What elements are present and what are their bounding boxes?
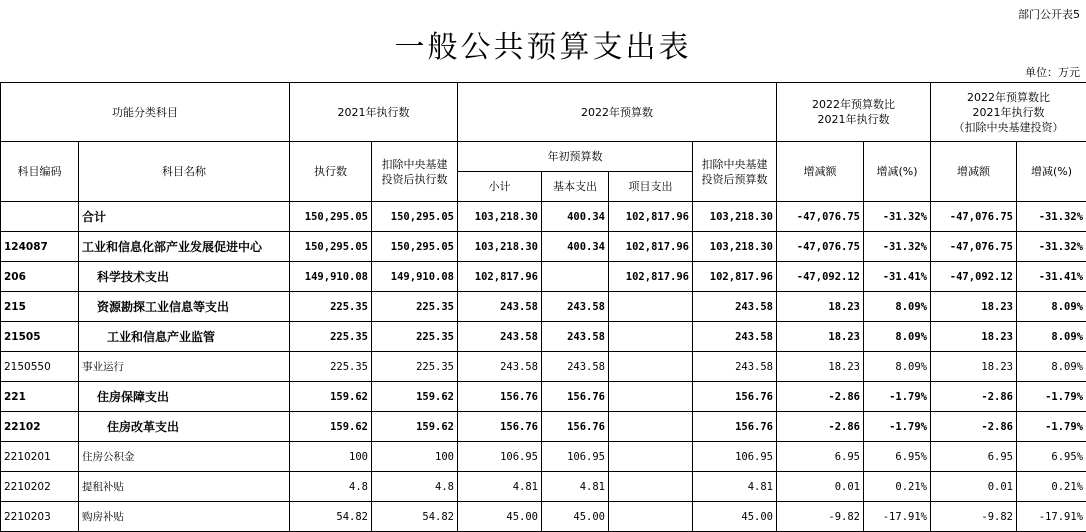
value-cell: 159.62 — [290, 412, 372, 442]
value-cell: 102,817.96 — [609, 202, 693, 232]
subject-name: 工业和信息化部产业发展促进中心 — [79, 232, 290, 262]
value-cell: -31.32% — [864, 232, 931, 262]
table-number-note: 部门公开表5 — [1018, 8, 1080, 21]
value-cell: 150,295.05 — [372, 232, 458, 262]
value-cell: 243.58 — [458, 352, 542, 382]
value-cell: 102,817.96 — [693, 262, 777, 292]
subject-code: 206 — [1, 262, 79, 292]
value-cell: -47,076.75 — [777, 232, 864, 262]
value-cell: 6.95% — [1017, 442, 1086, 472]
subject-code: 221 — [1, 382, 79, 412]
value-cell: 156.76 — [693, 382, 777, 412]
subject-name: 购房补贴 — [79, 502, 290, 532]
table-row — [1, 232, 1086, 262]
value-cell: 106.95 — [542, 442, 609, 472]
value-cell: 150,295.05 — [290, 202, 372, 232]
header-ratio-b: 2022年预算数比 2021年执行数 （扣除中央基建投资） — [931, 83, 1086, 142]
value-cell: -47,092.12 — [931, 262, 1017, 292]
value-cell: -31.41% — [864, 262, 931, 292]
value-cell: 0.01 — [777, 472, 864, 502]
value-cell: 243.58 — [542, 352, 609, 382]
value-cell: 225.35 — [290, 292, 372, 322]
value-cell: 243.58 — [542, 292, 609, 322]
value-cell: 225.35 — [290, 322, 372, 352]
table-row — [1, 262, 1086, 292]
header-inc-amt-a: 增减额 — [777, 142, 864, 202]
value-cell: 243.58 — [693, 322, 777, 352]
value-cell: 18.23 — [931, 292, 1017, 322]
value-cell: -31.32% — [1017, 202, 1086, 232]
table-row — [1, 352, 1086, 382]
subject-code: 124087 — [1, 232, 79, 262]
value-cell: 18.23 — [931, 352, 1017, 382]
value-cell: -9.82 — [777, 502, 864, 532]
header-subtotal: 小计 — [458, 172, 542, 202]
value-cell: -47,076.75 — [777, 202, 864, 232]
value-cell: 103,218.30 — [458, 232, 542, 262]
subject-code: 21505 — [1, 322, 79, 352]
table-row — [1, 292, 1086, 322]
subject-name: 工业和信息产业监管 — [79, 322, 290, 352]
value-cell: 102,817.96 — [609, 262, 693, 292]
value-cell — [609, 292, 693, 322]
value-cell: 45.00 — [542, 502, 609, 532]
value-cell: 103,218.30 — [693, 232, 777, 262]
header-project: 项目支出 — [609, 172, 693, 202]
value-cell — [542, 262, 609, 292]
table-row — [1, 322, 1086, 352]
value-cell: 18.23 — [777, 322, 864, 352]
value-cell: 243.58 — [458, 292, 542, 322]
value-cell: -31.32% — [864, 202, 931, 232]
value-cell: 4.8 — [372, 472, 458, 502]
value-cell: 103,218.30 — [458, 202, 542, 232]
subject-code: 2210201 — [1, 442, 79, 472]
subject-name: 资源勘探工业信息等支出 — [79, 292, 290, 322]
value-cell: 225.35 — [372, 322, 458, 352]
value-cell: 156.76 — [542, 382, 609, 412]
value-cell: 225.35 — [372, 292, 458, 322]
header-inc-pct-a: 增减(%) — [864, 142, 931, 202]
value-cell: 156.76 — [458, 412, 542, 442]
value-cell: 6.95% — [864, 442, 931, 472]
subject-name: 提租补贴 — [79, 472, 290, 502]
value-cell: -2.86 — [777, 382, 864, 412]
budget-expenditure-table — [0, 82, 1086, 532]
value-cell — [609, 472, 693, 502]
subject-code: 2210202 — [1, 472, 79, 502]
subject-name: 住房改革支出 — [79, 412, 290, 442]
value-cell: -47,076.75 — [931, 202, 1017, 232]
header-exec-ex: 扣除中央基建 投资后执行数 — [372, 142, 458, 202]
value-cell — [609, 442, 693, 472]
value-cell: 159.62 — [372, 382, 458, 412]
table-row — [1, 472, 1086, 502]
value-cell: 4.81 — [458, 472, 542, 502]
value-cell: -31.32% — [1017, 232, 1086, 262]
value-cell: 106.95 — [458, 442, 542, 472]
unit-label: 单位：万元 — [1025, 66, 1080, 79]
value-cell: 156.76 — [693, 412, 777, 442]
subject-name: 住房保障支出 — [79, 382, 290, 412]
value-cell: 8.09% — [1017, 352, 1086, 382]
header-exec-2021: 2021年执行数 — [290, 83, 458, 142]
value-cell: -31.41% — [1017, 262, 1086, 292]
value-cell: 100 — [372, 442, 458, 472]
subject-code: 2150550 — [1, 352, 79, 382]
subject-name: 合计 — [79, 202, 290, 232]
value-cell: -1.79% — [1017, 412, 1086, 442]
value-cell: 400.34 — [542, 202, 609, 232]
value-cell: -47,076.75 — [931, 232, 1017, 262]
value-cell: 103,218.30 — [693, 202, 777, 232]
header-code: 科目编码 — [1, 142, 79, 202]
value-cell: -2.86 — [777, 412, 864, 442]
subject-code: 22102 — [1, 412, 79, 442]
subject-code: 2210203 — [1, 502, 79, 532]
value-cell: 149,910.08 — [372, 262, 458, 292]
value-cell: 18.23 — [777, 352, 864, 382]
value-cell: 156.76 — [542, 412, 609, 442]
value-cell: -1.79% — [864, 382, 931, 412]
value-cell: 4.8 — [290, 472, 372, 502]
header-functional-subject: 功能分类科目 — [1, 83, 290, 142]
value-cell: 0.21% — [1017, 472, 1086, 502]
value-cell: 4.81 — [693, 472, 777, 502]
value-cell: 18.23 — [777, 292, 864, 322]
value-cell: 6.95 — [777, 442, 864, 472]
value-cell: 102,817.96 — [458, 262, 542, 292]
table-row — [1, 382, 1086, 412]
header-exec: 执行数 — [290, 142, 372, 202]
header-ratio-a: 2022年预算数比 2021年执行数 — [777, 83, 931, 142]
value-cell: 159.62 — [290, 382, 372, 412]
value-cell: 8.09% — [864, 292, 931, 322]
subject-code — [1, 202, 79, 232]
value-cell: 243.58 — [693, 352, 777, 382]
value-cell: 4.81 — [542, 472, 609, 502]
value-cell: 0.21% — [864, 472, 931, 502]
table-row — [1, 202, 1086, 232]
value-cell — [609, 352, 693, 382]
value-cell: 243.58 — [542, 322, 609, 352]
value-cell: -2.86 — [931, 382, 1017, 412]
value-cell: 45.00 — [693, 502, 777, 532]
value-cell — [609, 502, 693, 532]
header-inc-pct-b: 增减(%) — [1017, 142, 1086, 202]
value-cell: 150,295.05 — [290, 232, 372, 262]
value-cell: -17.91% — [864, 502, 931, 532]
value-cell: 149,910.08 — [290, 262, 372, 292]
header-name: 科目名称 — [79, 142, 290, 202]
subject-name: 住房公积金 — [79, 442, 290, 472]
value-cell: 102,817.96 — [609, 232, 693, 262]
value-cell: 156.76 — [458, 382, 542, 412]
table-row — [1, 442, 1086, 472]
value-cell: -1.79% — [864, 412, 931, 442]
value-cell: -17.91% — [1017, 502, 1086, 532]
value-cell: 243.58 — [458, 322, 542, 352]
value-cell: 243.58 — [693, 292, 777, 322]
value-cell: 8.09% — [864, 352, 931, 382]
header-budget-ex: 扣除中央基建 投资后预算数 — [693, 142, 777, 202]
value-cell: 54.82 — [372, 502, 458, 532]
value-cell: 150,295.05 — [372, 202, 458, 232]
value-cell — [609, 412, 693, 442]
header-budget-2022: 2022年预算数 — [458, 83, 777, 142]
value-cell: 8.09% — [1017, 322, 1086, 352]
page-title: 一般公共预算支出表 — [394, 30, 692, 65]
value-cell: 18.23 — [931, 322, 1017, 352]
value-cell: 8.09% — [864, 322, 931, 352]
value-cell: 0.01 — [931, 472, 1017, 502]
value-cell: -1.79% — [1017, 382, 1086, 412]
value-cell: 225.35 — [290, 352, 372, 382]
value-cell: 106.95 — [693, 442, 777, 472]
value-cell: -2.86 — [931, 412, 1017, 442]
value-cell: 400.34 — [542, 232, 609, 262]
table-row — [1, 412, 1086, 442]
subject-name: 科学技术支出 — [79, 262, 290, 292]
value-cell — [609, 322, 693, 352]
value-cell: 100 — [290, 442, 372, 472]
subject-name: 事业运行 — [79, 352, 290, 382]
header-inc-amt-b: 增减额 — [931, 142, 1017, 202]
header-initial-budget: 年初预算数 — [458, 142, 693, 172]
value-cell: 45.00 — [458, 502, 542, 532]
table-row — [1, 502, 1086, 532]
value-cell: 159.62 — [372, 412, 458, 442]
subject-code: 215 — [1, 292, 79, 322]
value-cell — [609, 382, 693, 412]
header-basic: 基本支出 — [542, 172, 609, 202]
value-cell: -9.82 — [931, 502, 1017, 532]
value-cell: 6.95 — [931, 442, 1017, 472]
value-cell: -47,092.12 — [777, 262, 864, 292]
value-cell: 225.35 — [372, 352, 458, 382]
value-cell: 8.09% — [1017, 292, 1086, 322]
value-cell: 54.82 — [290, 502, 372, 532]
